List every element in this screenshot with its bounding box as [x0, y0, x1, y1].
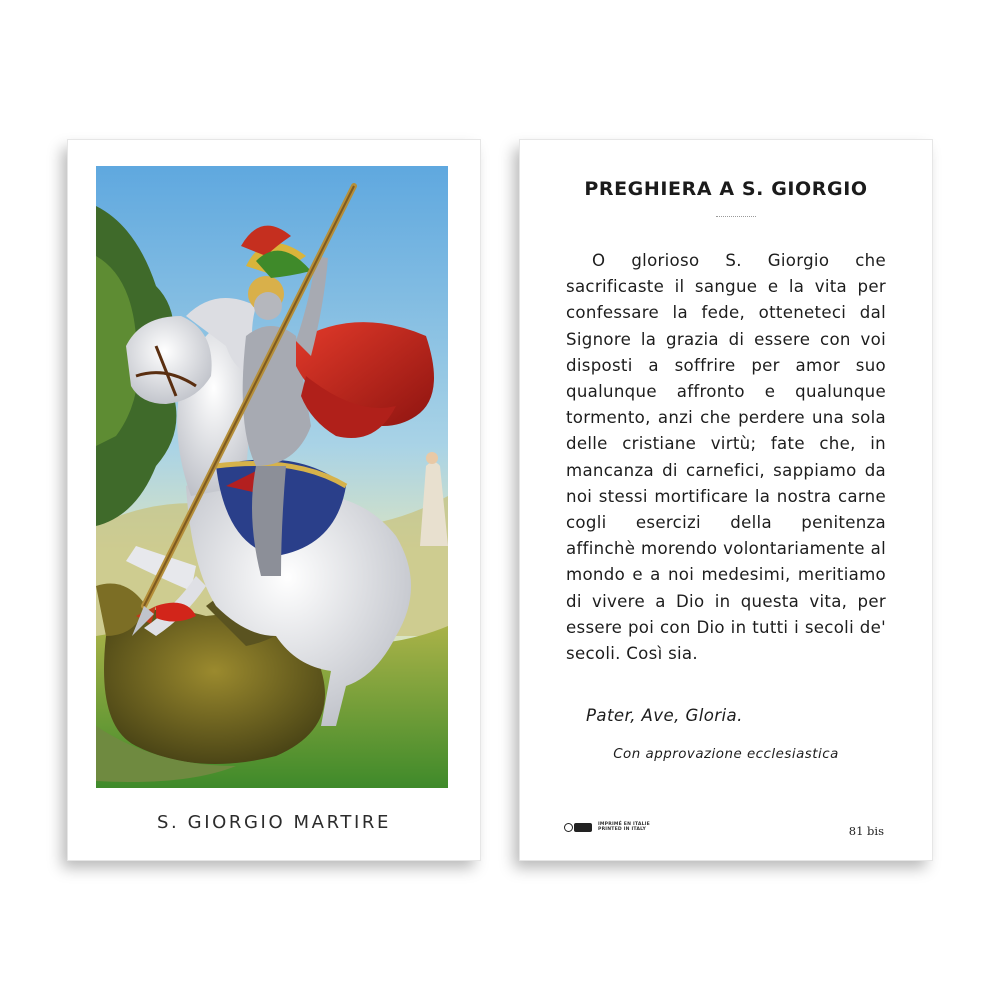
saint-george-illustration	[96, 166, 448, 788]
closing-prayers: Pater, Ave, Gloria.	[586, 706, 743, 725]
prayer-text: O glorioso S. Giorgio che sacrificaste il sangue e la vita per confessare la fede, otteneteci dal Signore la grazia di essere con voi disposti a soffrire per amor suo qualunque affronto e qualunque tormento, anzi che perdere una sola delle cristiane virtù; fate che, in mancanza di carnefici, sappiamo da noi stessi mortificare la nostra carne cogli esercizi della penitenza affinchè morendo volontariamente al mondo e a noi medesimi, meritiamo di vivere a Dio in questa vita, per essere poi con Dio in tutti i secoli de' secoli. Così sia.	[566, 251, 886, 664]
prayer-title: PREGHIERA A S. GIORGIO	[584, 178, 868, 200]
saint-name-caption: S. GIORGIO MARTIRE	[157, 812, 391, 833]
card-number: 81 bis	[848, 824, 884, 838]
saint-george-dragon-icon	[96, 166, 448, 788]
ecclesiastical-approval: Con approvazione ecclesiastica	[613, 747, 839, 762]
title-ornament-rule	[716, 216, 756, 217]
holy-card-back	[520, 140, 932, 860]
holy-card-front	[68, 140, 480, 860]
publisher-footer	[564, 822, 650, 832]
publisher-logo-icon	[564, 823, 592, 832]
printed-in-italy-note: IMPRIMÉ EN ITALIE PRINTED IN ITALY	[598, 822, 650, 832]
